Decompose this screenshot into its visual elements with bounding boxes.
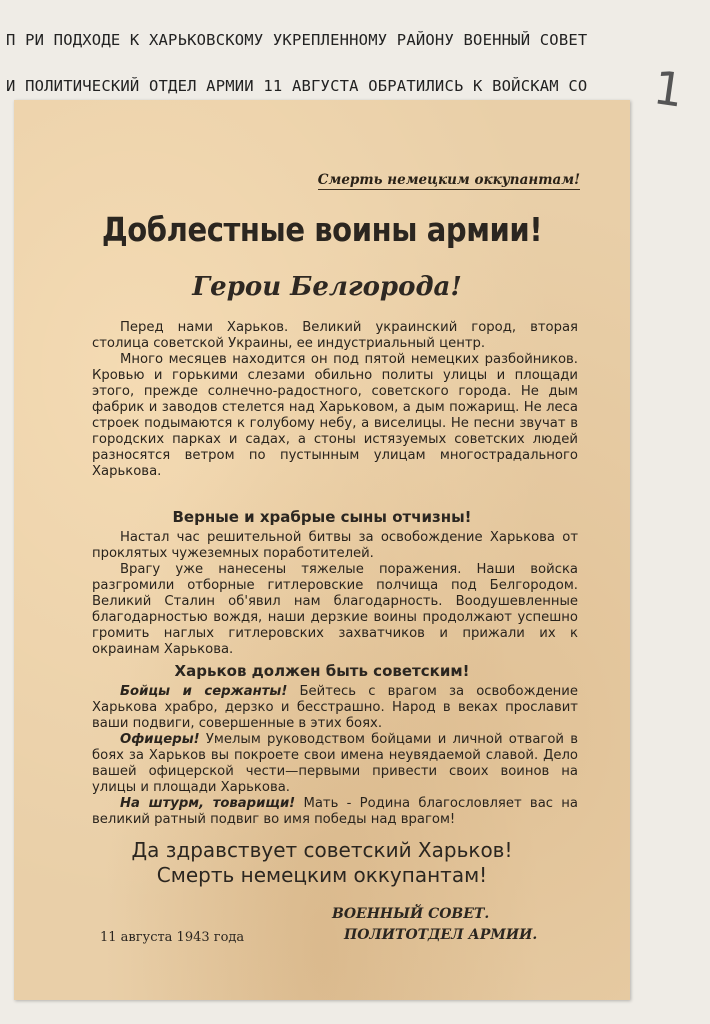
- paragraph-2: Много месяцев находится он под пятой немецких разбойников. Кровью и горькими слезами обильно политы улицы и площади этого, прежде солнечно-радостного, советского города. Не дым фабрик и заводов стелется над Харьковом, а дым пожарищ. Не леса строек подымаются к голубому небу, а виселицы. Не песни звучат в городских парках и садах, а стоны истязуемых советских людей разносятся ветром по пустынным улицам многострадального Харькова.: [92, 352, 578, 479]
- header-line-1: П РИ ПОДХОДЕ К ХАРЬКОВСКОМУ УКРЕПЛЕННОМУ РАЙОНУ ВОЕННЫЙ СОВЕТ: [6, 31, 588, 49]
- header-line-2: И ПОЛИТИЧЕСКИЙ ОТДЕЛ АРМИИ 11 АВГУСТА ОБРАТИЛИСЬ К ВОЙСКАМ СО: [6, 77, 588, 95]
- paragraph-5-text: Бейтесь с врагом за освобождение Харькова храбро, дерзко и бесстрашно. Народ в веках прославит ваши подвиги, совершенные в этих боях.: [92, 684, 578, 731]
- signature-block: [332, 904, 537, 946]
- closing-slogan-1: Да здравствует советский Харьков!: [131, 838, 513, 862]
- handwritten-page-number: 1: [650, 60, 687, 118]
- closing-appeals-block: [92, 684, 578, 828]
- paragraph-5: [92, 684, 578, 732]
- paragraph-6-text: Умелым руководством бойцами и личной отвагой в боях за Харьков вы покроете свои имена неувядаемой славой. Дело вашей офицерской чести—первыми привести своих воинов на улицы и площади Харькова.: [92, 732, 578, 795]
- closing-slogan-2: Смерть немецким оккупантам!: [156, 863, 488, 887]
- paragraph-6: [92, 732, 578, 796]
- paragraph-3: Настал час решительной битвы за освобождение Харькова от проклятых чужеземных поработителей.: [92, 530, 578, 561]
- paragraph-1: Перед нами Харьков. Великий украинский город, вторая столица советской Украины, ее индустриальный центр.: [92, 320, 578, 351]
- intro-block: [92, 320, 578, 480]
- middle-block: [92, 530, 578, 658]
- leaflet-title: Доблестные воины армии!: [101, 210, 543, 249]
- signature-line-1: ВОЕННЫЙ СОВЕТ.: [332, 906, 490, 922]
- paragraph-4: Врагу уже нанесены тяжелые поражения. Наши войска разгромили отборные гитлеровские полчища под Белгородом. Великий Сталин об'явил нам благодарность. Воодушевленные благодарностью вождя, наши дерзкие воины продолжают успешно громить наглых гитлеровских захватчиков и прижали их к окраинам Харькова.: [92, 562, 578, 657]
- paragraph-6-lead: Офицеры!: [120, 732, 200, 747]
- leaflet-date: 11 августа 1943 года: [100, 930, 245, 945]
- paragraph-7-text: Мать - Родина благословляет вас на великий ратный подвиг во имя победы над врагом!: [92, 796, 578, 827]
- section-heading-1: Верные и храбрые сыны отчизны!: [172, 508, 472, 526]
- paragraph-7: [92, 796, 578, 828]
- leaflet-subtitle: Герои Белгорода!: [192, 272, 462, 302]
- signature-line-2: ПОЛИТОТДЕЛ АРМИИ.: [344, 927, 538, 943]
- paragraph-7-lead: На штурм, товарищи!: [120, 796, 296, 811]
- top-slogan: Смерть немецким оккупантам!: [317, 172, 580, 188]
- paragraph-5-lead: Бойцы и сержанты!: [120, 684, 288, 699]
- closing-slogans: [14, 838, 630, 888]
- section-heading-2: Харьков должен быть советским!: [174, 662, 470, 680]
- leaflet: [14, 100, 630, 1000]
